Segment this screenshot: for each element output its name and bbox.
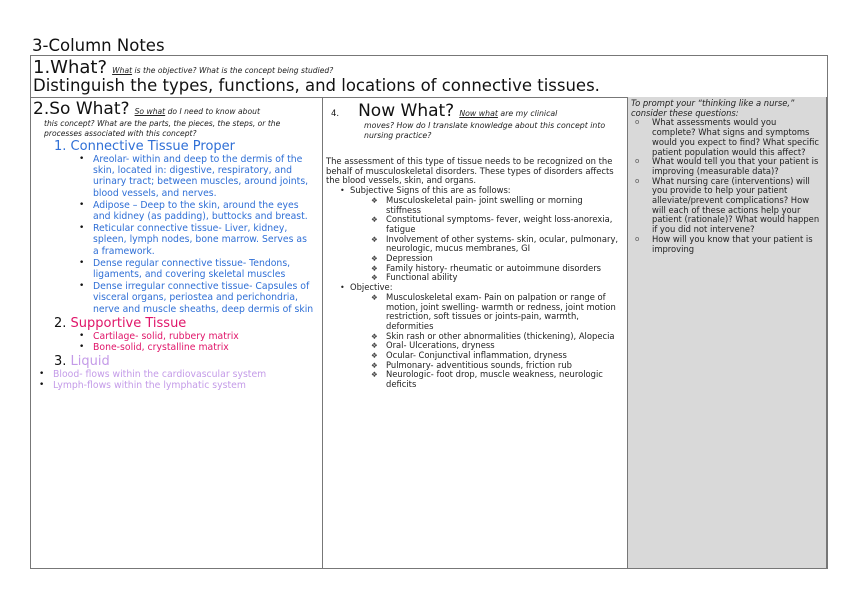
diamond-bullet-icon: ❖ [371, 331, 378, 341]
list-item [371, 233, 620, 254]
now-what-groups [326, 186, 624, 390]
list-item [79, 342, 319, 354]
bullet-icon: • [39, 369, 45, 380]
list-item-text: Family history- rheumatic or autoimmune disorders [386, 262, 602, 273]
question-item [635, 233, 821, 254]
question-text: What would tell you that your patient is improving (measurable data)? [652, 156, 819, 176]
what-prompt-underlined: What [112, 66, 133, 75]
assessment-items [350, 196, 624, 283]
page-title: 3-Column Notes [32, 36, 165, 55]
diamond-bullet-icon: ❖ [371, 370, 378, 380]
bullet-icon: • [79, 257, 85, 268]
circle-bullet-icon: o [635, 157, 640, 166]
list-item [371, 214, 620, 234]
list-item-text: Cartilage- solid, rubbery matrix [93, 330, 239, 342]
what-heading-line [33, 57, 333, 78]
section-number: 1. [54, 139, 67, 154]
notes-table [30, 55, 828, 569]
section-title: Supportive Tissue [70, 315, 187, 331]
what-prompt [112, 66, 333, 75]
list-item-text: Depression [386, 253, 433, 264]
question-item [635, 156, 821, 176]
assessment-group [340, 185, 624, 283]
assessment-group-label: Objective: [350, 282, 393, 293]
list-item [79, 257, 315, 281]
list-item-text: Musculoskeletal exam- Pain on palpation or range of motion, joint swelling- warmth or redness, joint motion restriction, soft tissues or joints-pain, warmth, deformities [386, 291, 616, 331]
diamond-bullet-icon: ❖ [371, 351, 378, 361]
what-prompt-rest: is the objective? What is the concept being studied? [132, 66, 334, 75]
list-item [371, 272, 620, 283]
list-item [79, 223, 315, 257]
list-item-text: Reticular connective tissue- Liver, kidney, spleen, lymph nodes, bone marrow. Serves as a framework. [93, 223, 307, 257]
now-what-column [323, 97, 628, 568]
so-what-column [31, 97, 323, 568]
circle-bullet-icon: o [635, 118, 640, 127]
question-text: What assessments would you complete? What signs and symptoms would you expect to find? What specific patient population would this affect? [652, 117, 820, 157]
question-text: What nursing care (interventions) will you provide to help your patient alleviate/prevent complications? How will each of these actions help your patient (rationale)? What would happen if you did not intervene? [652, 175, 820, 235]
bullet-icon: • [39, 380, 45, 391]
list-item-text: Bone-solid, crystalline matrix [93, 342, 229, 354]
list-item [371, 194, 620, 215]
section-items [33, 369, 319, 391]
so-what-heading: 2.So What? [33, 99, 130, 119]
section-number: 3. [54, 354, 67, 370]
assessment-group [340, 282, 624, 390]
list-item-text: Neurologic- foot drop, muscle weakness, neurologic deficits [386, 369, 603, 390]
section-number: 2. [54, 315, 67, 331]
bullet-icon: • [79, 281, 85, 292]
list-item [79, 154, 315, 199]
objective-text: Distinguish the types, functions, and locations of connective tissues. [33, 76, 600, 95]
bullet-icon: • [340, 283, 345, 293]
diamond-bullet-icon: ❖ [371, 215, 378, 225]
thinking-prompts-intro: To prompt your “thinking like a nurse,” consider these questions: [631, 98, 795, 118]
thinking-prompts-column [628, 97, 827, 568]
section [54, 354, 319, 369]
now-what-intro: The assessment of this type of tissue needs to be recognized on the behalf of musculoskeletal disorders. These types of disorders affects the blood vessels, skin, and organs. [326, 156, 614, 186]
now-what-number: 4. [331, 109, 340, 119]
so-what-prompt-first: do I need to know about [165, 107, 260, 116]
question-item [635, 117, 821, 157]
what-row [31, 56, 827, 98]
so-what-prompt-rest: this concept? What are the parts, the pieces, the steps, or the processes associated with this concept? [44, 119, 281, 138]
list-item-text: Constitutional symptoms- fever, weight loss-anorexia, fatigue [386, 214, 613, 234]
now-what-body [326, 157, 624, 390]
list-item-text: Oral- Ulcerations, dryness [386, 340, 495, 351]
section [54, 316, 319, 331]
so-what-prompt [135, 107, 260, 116]
list-item-text: Blood- flows within the cardiovascular system [53, 369, 267, 381]
list-item-text: Lymph-flows within the lymphatic system [53, 380, 246, 392]
question-item [635, 175, 821, 235]
list-item-text: Functional ability [386, 272, 458, 283]
diamond-bullet-icon: ❖ [371, 341, 378, 351]
question-text: How will you know that your patient is improving [652, 233, 813, 254]
bullet-icon: • [79, 223, 85, 234]
diamond-bullet-icon: ❖ [371, 254, 378, 264]
diamond-bullet-icon: ❖ [371, 195, 378, 205]
list-item-text: Areolar- within and deep to the dermis of the skin, located in: digestive, respiratory, and urinary tract; between muscles, around joints, blood vessels, and nerves. [93, 154, 309, 199]
bullet-icon: • [79, 154, 85, 164]
list-item-text: Adipose – Deep to the skin, around the eyes and kidney (as padding), buttocks and breast. [93, 199, 308, 223]
list-item-text: Involvement of other systems- skin, ocular, pulmonary, neurologic, mucus membranes, GI [386, 233, 619, 254]
now-what-heading-line [329, 101, 621, 121]
list-item [39, 369, 319, 381]
list-item-text: Ocular- Conjunctival inflammation, dryness [386, 350, 567, 361]
bullet-icon: • [79, 342, 85, 353]
now-what-heading: Now What? [358, 101, 455, 121]
section-title: Connective Tissue Proper [70, 139, 236, 154]
list-item [79, 199, 315, 223]
list-item-text: Dense irregular connective tissue- Capsules of visceral organs, periostea and perichondria, nerve and muscle sheaths, deep dermis of skin [93, 281, 314, 315]
list-item [79, 281, 315, 315]
bullet-icon: • [79, 199, 85, 210]
circle-bullet-icon: o [635, 176, 640, 185]
diamond-bullet-icon: ❖ [371, 273, 378, 283]
list-item [371, 369, 620, 390]
now-what-prompt-first: are my clinical [497, 109, 558, 118]
assessment-items [350, 293, 624, 390]
bullet-icon: • [79, 330, 85, 341]
list-item-text: Dense regular connective tissue- Tendons, ligaments, and covering skeletal muscles [93, 257, 291, 281]
what-heading: 1.What? [33, 57, 108, 78]
circle-bullet-icon: o [635, 234, 640, 243]
now-what-prompt-rest: moves? How do I translate knowledge about this concept into nursing practice? [364, 121, 606, 140]
list-item [79, 330, 319, 342]
list-item-text: Skin rash or other abnormalities (thickening), Alopecia [386, 330, 615, 341]
thinking-prompts-list [631, 118, 823, 254]
list-item-text: Musculoskeletal pain- joint swelling or morning stiffness [386, 194, 583, 215]
diamond-bullet-icon: ❖ [371, 263, 378, 273]
diamond-bullet-icon: ❖ [371, 360, 378, 370]
bullet-icon: • [340, 186, 345, 196]
section-title: Liquid [70, 354, 110, 370]
so-what-sections [33, 139, 319, 392]
section [54, 139, 319, 154]
diamond-bullet-icon: ❖ [371, 234, 378, 244]
section-items [33, 331, 319, 353]
so-what-heading-line [33, 99, 319, 119]
list-item [371, 291, 620, 332]
list-item-text: Pulmonary- adventitious sounds, friction rub [386, 359, 572, 370]
now-what-prompt-underlined: Now what [459, 109, 498, 118]
now-what-prompt [459, 109, 557, 118]
diamond-bullet-icon: ❖ [371, 292, 378, 302]
list-item [39, 380, 319, 392]
so-what-prompt-underlined: So what [134, 107, 166, 116]
assessment-group-label: Subjective Signs of this are as follows: [350, 185, 511, 196]
section-items [33, 154, 319, 315]
